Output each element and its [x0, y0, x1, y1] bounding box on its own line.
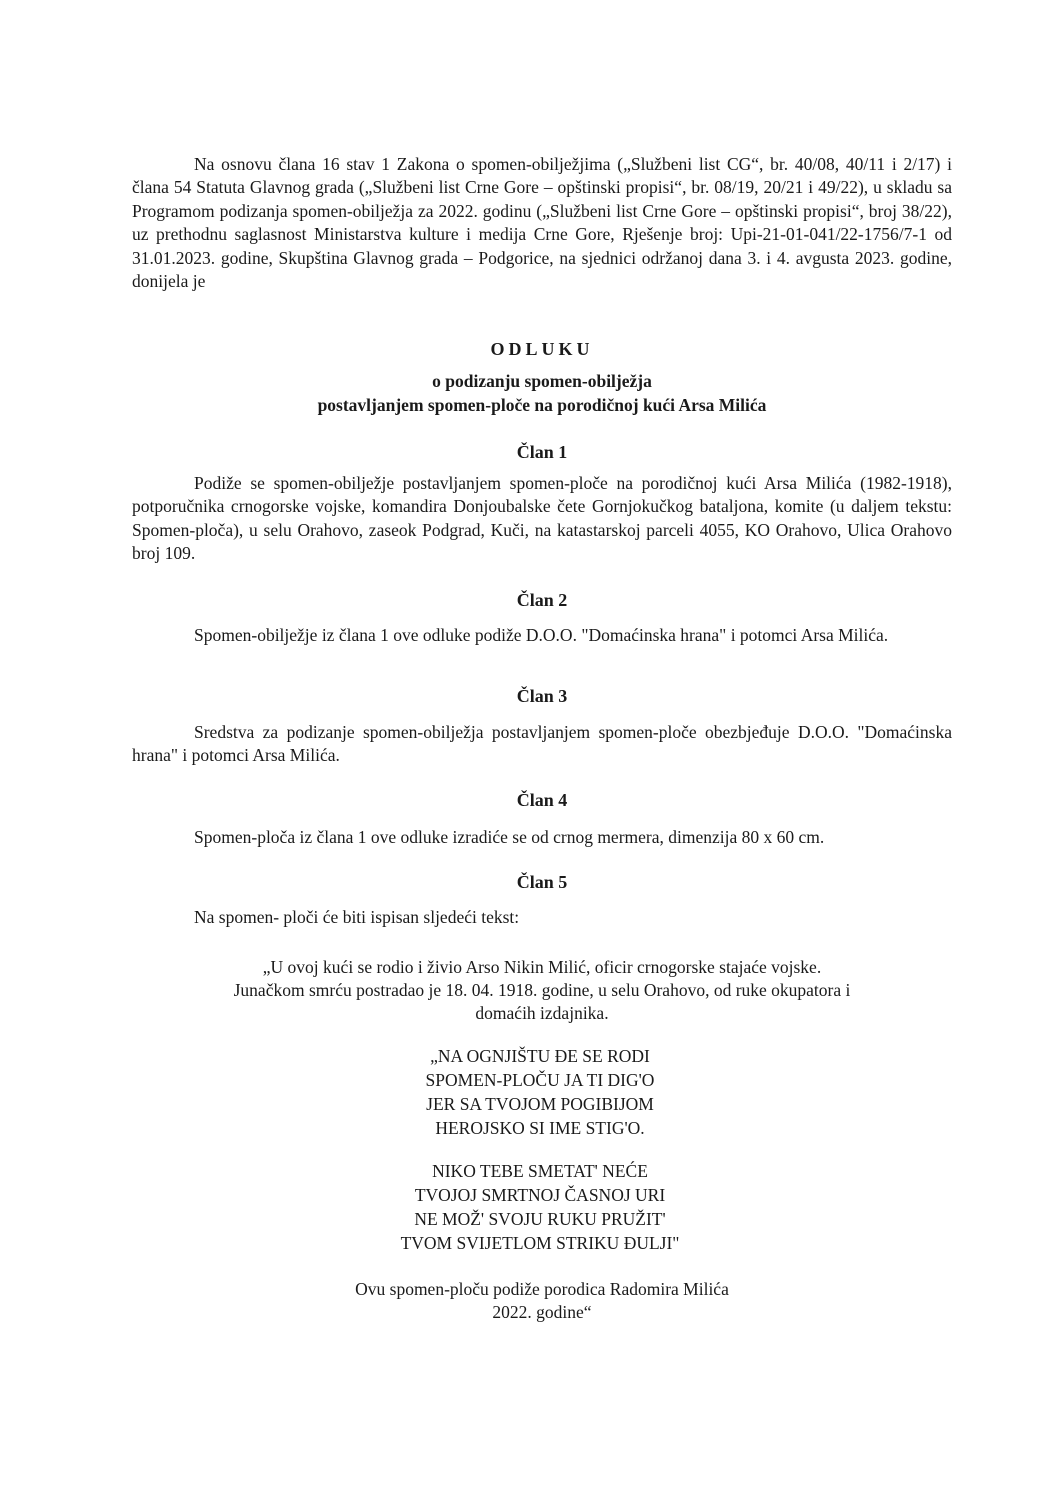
article-5-heading: Član 5 — [516, 872, 568, 892]
document-subtitle-line-1: o podizanju spomen-obilježja — [432, 371, 652, 391]
inscription-line-3: domaćih izdajnika. — [475, 1003, 609, 1023]
article-3-text: Sredstva za podizanje spomen-obilježja postavljanjem spomen-ploče obezbjeđuje D.O.O. "Domaćinska hrana" i potomci Arsa Milića. — [132, 722, 952, 766]
document-subtitle-line-2: postavljanjem spomen-ploče na porodičnoj kući Arsa Milića — [317, 395, 767, 415]
article-1-text: Podiže se spomen-obilježje postavljanjem spomen-ploče na porodičnoj kući Arsa Milića (1982-1918), potporučnika crnogorske vojske, komandira Donjoubalske čete Gornjokučkog bataljona, komite (u daljem tekstu: Spomen-ploča), u selu Orahovo, zaseok Podgrad, Kuči, na katastarskoj parceli 4055, KO Orahovo, Ulica Orahovo broj 109. — [132, 473, 952, 564]
poem-stanza-2-line-4: TVOM SVIJETLOM STRIKU ĐULJI" — [400, 1233, 680, 1253]
poem-stanza-1-line-4: HEROJSKO SI IME STIG'O. — [435, 1118, 645, 1138]
inscription-line-2: Junačkom smrću postradao je 18. 04. 1918. godine, u selu Orahovo, od ruke okupatora i — [233, 980, 851, 1000]
inscription-closing-line-1: Ovu spomen-ploču podiže porodica Radomira Milića — [355, 1279, 729, 1299]
article-3-heading: Član 3 — [516, 686, 568, 706]
poem-stanza-1-line-2: SPOMEN-PLOČU JA TI DIG'O — [425, 1070, 655, 1090]
article-4-text: Spomen-ploča iz člana 1 ove odluke izradiće se od crnog mermera, dimenzija 80 x 60 cm. — [194, 827, 825, 847]
document-title: ODLUKU — [490, 339, 594, 359]
article-2-text: Spomen-obilježje iz člana 1 ove odluke podiže D.O.O. "Domaćinska hrana" i potomci Arsa Milića. — [194, 625, 889, 645]
inscription-closing-line-2: 2022. godine“ — [492, 1302, 592, 1322]
poem-stanza-2-line-2: TVOJOJ SMRTNOJ ČASNOJ URI — [414, 1185, 666, 1205]
poem-stanza-2-line-1: NIKO TEBE SMETAT' NEĆE — [432, 1161, 648, 1181]
poem-stanza-1-line-1: „NA OGNJIŠTU ĐE SE RODI — [430, 1046, 650, 1066]
preamble-paragraph: Na osnovu člana 16 stav 1 Zakona o spomen-obilježjima („Službeni list CG“, br. 40/08, 40/11 i 2/17) i člana 54 Statuta Glavnog grada („Službeni list Crne Gore – opštinski propisi“, br. 08/19, 20/21 i 49/22), u skladu sa Programom podizanja spomen-obilježja za 2022. godinu („Službeni list Crne Gore – opštinski propisi“, broj 38/22), uz prethodnu saglasnost Ministarstva kulture i medija Crne Gore, Rješenje broj: Upi-21-01-041/22-1756/7-1 od 31.01.2023. godine, Skupština Glavnog grada – Podgorice, na sjednici održanoj dana 3. i 4. avgusta 2023. godine, donijela je — [132, 154, 952, 292]
poem-stanza-1-line-3: JER SA TVOJOM POGIBIJOM — [426, 1094, 654, 1114]
inscription-line-1: „U ovoj kući se rodio i živio Arso Nikin Milić, oficir crnogorske stajaće vojske. — [262, 957, 822, 977]
article-1-heading: Član 1 — [516, 442, 568, 462]
article-2-heading: Član 2 — [516, 590, 568, 610]
article-5-text: Na spomen- ploči će biti ispisan sljedeći tekst: — [194, 907, 520, 927]
article-4-heading: Član 4 — [516, 790, 568, 810]
poem-stanza-2-line-3: NE MOŽ' SVOJU RUKU PRUŽIT' — [414, 1209, 666, 1229]
